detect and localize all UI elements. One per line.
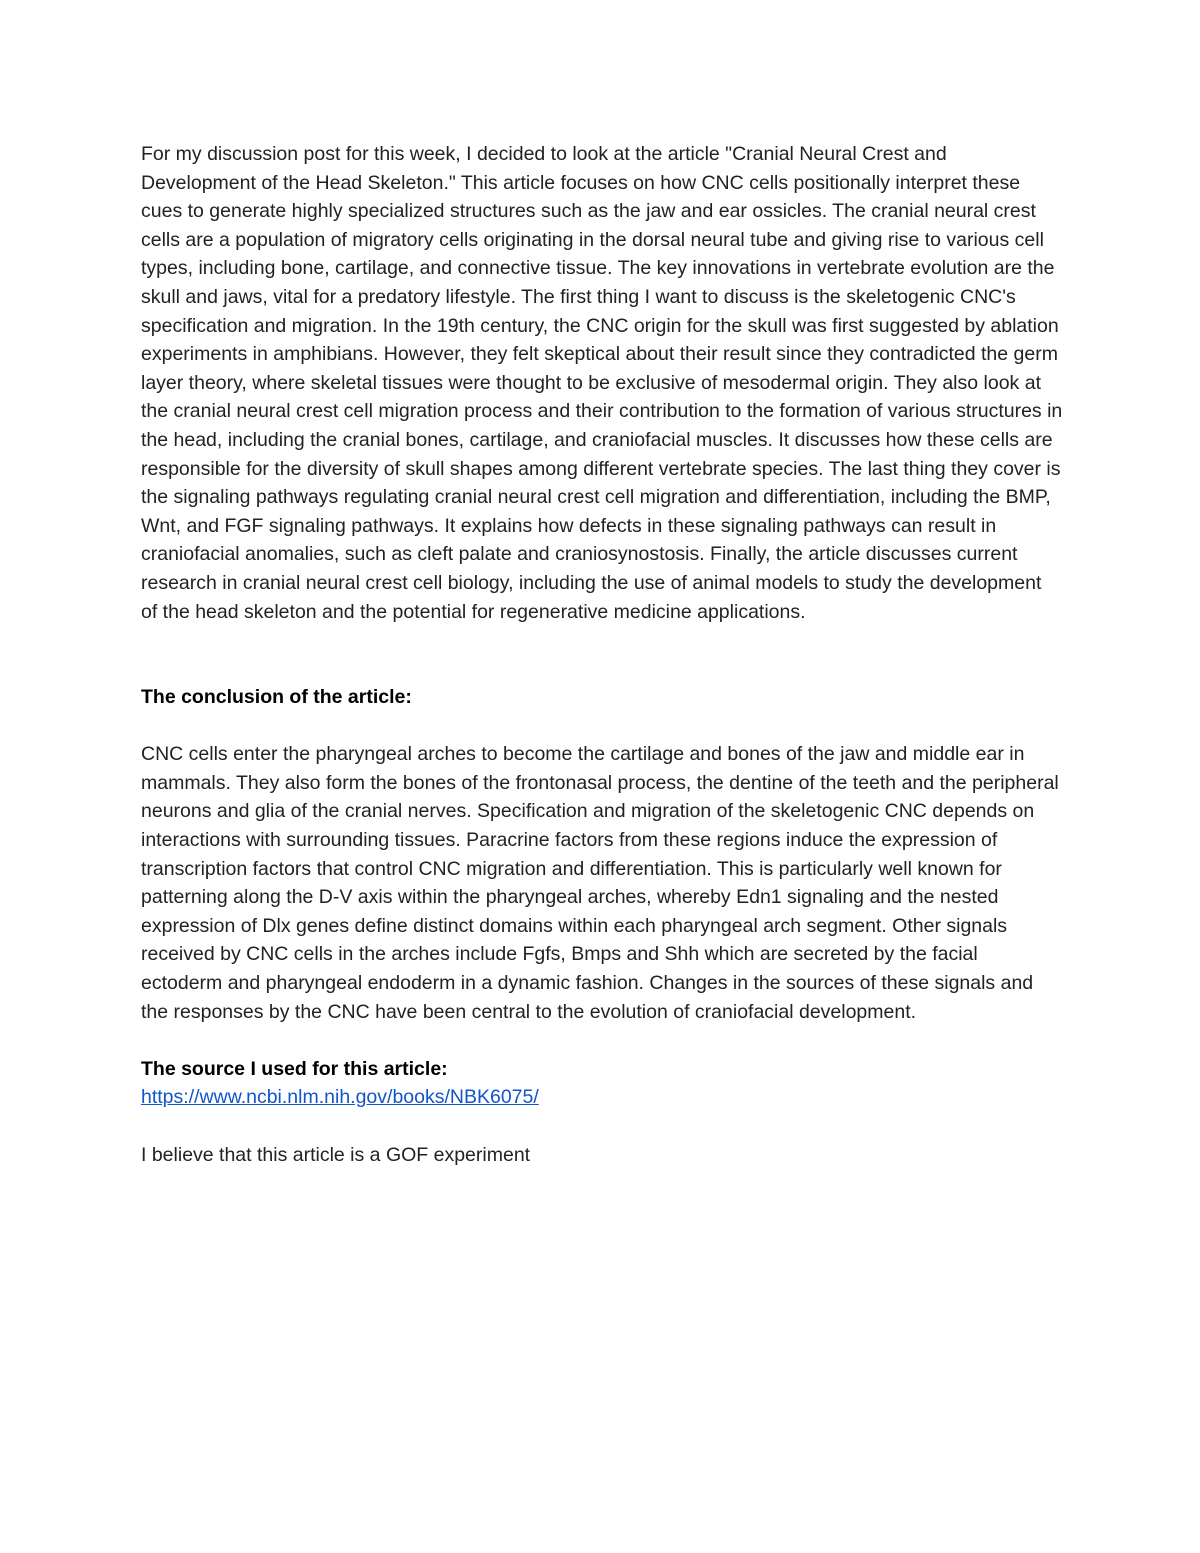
conclusion-heading: The conclusion of the article: [141, 686, 412, 709]
closing-statement: I believe that this article is a GOF experiment [141, 1143, 531, 1166]
document-body [141, 140, 1063, 1169]
source-heading: The source I used for this article: [141, 1057, 448, 1080]
intro-paragraph: For my discussion post for this week, I decided to look at the article "Cranial Neural Crest and Development of the Head Skeleton." This article focuses on how CNC cells positionally interpret these cues to generate highly specialized structures such as the jaw and ear ossicles. The cranial neural crest cells are a population of migratory cells originating in the dorsal neural tube and giving rise to various cell types, including bone, cartilage, and connective tissue. The key innovations in vertebrate evolution are the skull and jaws, vital for a predatory lifestyle. The first thing I want to discuss is the skeletogenic CNC's specification and migration. In the 19th century, the CNC origin for the skull was first suggested by ablation experiments in amphibians. However, they felt skeptical about their result since they contradicted the germ layer theory, where skeletal tissues were thought to be exclusive of mesodermal origin. They also look at the cranial neural crest cell migration process and their contribution to the formation of various structures in the head, including the cranial bones, cartilage, and craniofacial muscles. It discusses how these cells are responsible for the diversity of skull shapes among different vertebrate species. The last thing they cover is the signaling pathways regulating cranial neural crest cell migration and differentiation, including the BMP, Wnt, and FGF signaling pathways. It explains how defects in these signaling pathways can result in craniofacial anomalies, such as cleft palate and craniosynostosis. Finally, the article discusses current research in cranial neural crest cell biology, including the use of animal models to study the development of the head skeleton and the potential for regenerative medicine applications. [141, 143, 1063, 623]
conclusion-paragraph: CNC cells enter the pharyngeal arches to become the cartilage and bones of the jaw and middle ear in mammals. They also form the bones of the frontonasal process, the dentine of the teeth and the peripheral neurons and glia of the cranial nerves. Specification and migration of the skeletogenic CNC depends on interactions with surrounding tissues. Paracrine factors from these regions induce the expression of transcription factors that control CNC migration and differentiation. This is particularly well known for patterning along the D-V axis within the pharyngeal arches, whereby Edn1 signaling and the nested expression of Dlx genes define distinct domains within each pharyngeal arch segment. Other signals received by CNC cells in the arches include Fgfs, Bmps and Shh which are secreted by the facial ectoderm and pharyngeal endoderm in a dynamic fashion. Changes in the sources of these signals and the responses by the CNC have been central to the evolution of craniofacial development. [141, 743, 1059, 1023]
source-link[interactable]: https://www.ncbi.nlm.nih.gov/books/NBK6075/ [141, 1086, 539, 1109]
